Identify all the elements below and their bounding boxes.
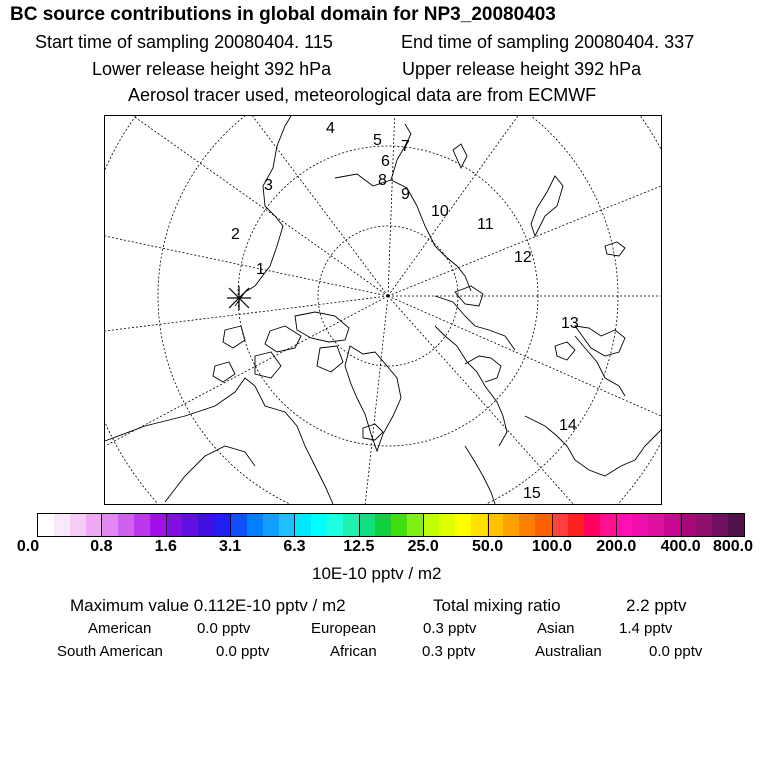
- color-scale-segment: [279, 514, 295, 536]
- color-scale-tick-label: 50.0: [471, 538, 504, 555]
- region-name-australian: Australian: [535, 643, 602, 660]
- color-scale-segment: [423, 514, 439, 536]
- region-name-european: European: [311, 620, 377, 637]
- color-scale-segment: [359, 514, 375, 536]
- region-value-south-american: 0.0 pptv: [216, 643, 270, 660]
- color-scale-segment: [198, 514, 214, 536]
- track-label-12: 12: [514, 249, 532, 266]
- color-scale-segment: [102, 514, 118, 536]
- color-scale-tick-label: 3.1: [218, 538, 242, 555]
- track-label-5: 5: [373, 132, 382, 149]
- color-scale-tick-label: 200.0: [596, 538, 637, 555]
- color-scale-segment: [471, 514, 487, 536]
- color-scale-divider: [166, 514, 167, 536]
- track-label-8: 8: [378, 172, 387, 189]
- track-label-6: 6: [381, 153, 390, 170]
- plot-title: BC source contributions in global domain for NP3_20080403: [10, 4, 556, 25]
- region-value-african: 0.3 pptv: [422, 643, 476, 660]
- color-scale-segment: [311, 514, 327, 536]
- region-name-american: American: [88, 620, 152, 637]
- track-label-15: 15: [523, 485, 541, 502]
- track-label-11: 11: [477, 216, 494, 233]
- color-scale-tick-label: 12.5: [343, 538, 375, 555]
- color-scale-tick-label: 0.8: [90, 538, 113, 555]
- color-scale-divider: [359, 514, 360, 536]
- color-scale-tick-label: 1.6: [154, 538, 177, 555]
- color-scale-segment: [391, 514, 407, 536]
- track-label-1: 1: [256, 261, 265, 278]
- color-scale-segment: [38, 514, 54, 536]
- color-scale-segment: [407, 514, 423, 536]
- track-label-3: 3: [264, 177, 273, 194]
- color-scale-segment: [70, 514, 86, 536]
- color-scale-segment: [568, 514, 584, 536]
- color-scale-divider: [488, 514, 489, 536]
- color-scale-segment: [439, 514, 455, 536]
- color-scale-segment: [54, 514, 70, 536]
- track-label-10: 10: [431, 203, 449, 220]
- color-scale-segment: [487, 514, 503, 536]
- color-scale-tick-label: 25.0: [407, 538, 439, 555]
- region-value-european: 0.3 pptv: [423, 620, 477, 637]
- color-scale-segment: [616, 514, 632, 536]
- region-value-american: 0.0 pptv: [197, 620, 251, 637]
- color-scale-segment: [584, 514, 600, 536]
- color-scale-segment: [552, 514, 568, 536]
- color-scale-segment: [680, 514, 696, 536]
- region-value-asian: 1.4 pptv: [619, 620, 673, 637]
- color-scale-segment: [600, 514, 616, 536]
- color-scale-divider: [423, 514, 424, 536]
- color-scale-segment: [343, 514, 359, 536]
- track-label-13: 13: [561, 315, 579, 332]
- color-scale-segment: [712, 514, 728, 536]
- track-label-14: 14: [559, 417, 577, 434]
- color-scale-segment: [263, 514, 279, 536]
- color-scale-tick-label: 800.0: [712, 538, 754, 555]
- color-scale-tick-label: 0.0: [16, 538, 40, 555]
- color-scale-segment: [503, 514, 519, 536]
- color-scale-segment: [455, 514, 471, 536]
- color-scale-divider: [681, 514, 682, 536]
- color-scale-segment: [664, 514, 680, 536]
- color-scale-segment: [86, 514, 102, 536]
- color-scale-tick-label: 100.0: [531, 538, 572, 555]
- color-scale-segment: [166, 514, 182, 536]
- color-scale-segment: [519, 514, 535, 536]
- max-value: Maximum value 0.112E-10 pptv / m2: [70, 596, 346, 615]
- color-scale-tick-label: 6.3: [283, 538, 306, 555]
- color-scale-segment: [231, 514, 247, 536]
- color-scale-tick-label: 400.0: [660, 538, 701, 555]
- end-time-label: End time of sampling 20080404. 337: [401, 32, 695, 52]
- color-scale-bar: [37, 513, 745, 537]
- color-scale-divider: [616, 514, 617, 536]
- polar-map: [104, 115, 662, 505]
- color-scale-segment: [182, 514, 198, 536]
- info-line: Aerosol tracer used, meteorological data are from ECMWF: [128, 85, 597, 105]
- color-scale-segment: [632, 514, 648, 536]
- color-scale-divider: [552, 514, 553, 536]
- region-name-african: African: [330, 643, 377, 660]
- colorbar-unit: 10E-10 pptv / m2: [312, 564, 442, 583]
- color-scale-divider: [101, 514, 102, 536]
- region-name-south-american: South American: [57, 643, 163, 660]
- color-scale-divider: [230, 514, 231, 536]
- region-name-asian: Asian: [537, 620, 575, 637]
- color-scale-segment: [215, 514, 231, 536]
- color-scale-segment: [375, 514, 391, 536]
- color-scale-segment: [327, 514, 343, 536]
- release-star-marker: [227, 286, 251, 310]
- track-label-9: 9: [401, 186, 410, 203]
- track-label-7: 7: [401, 138, 410, 155]
- upper-release-height: Upper release height 392 hPa: [402, 59, 642, 79]
- track-label-4: 4: [326, 120, 335, 137]
- color-scale-segment: [648, 514, 664, 536]
- total-mixing-label: Total mixing ratio: [433, 596, 561, 615]
- track-label-2: 2: [231, 226, 240, 243]
- color-scale-segment: [150, 514, 166, 536]
- color-scale-segment: [134, 514, 150, 536]
- color-scale-segment: [295, 514, 311, 536]
- total-mixing-value: 2.2 pptv: [626, 596, 687, 615]
- color-scale-segment: [247, 514, 263, 536]
- color-scale-segment: [535, 514, 551, 536]
- color-scale-segment: [118, 514, 134, 536]
- color-scale-segment: [728, 514, 744, 536]
- start-time-label: Start time of sampling 20080404. 115: [35, 32, 333, 52]
- color-scale-divider: [294, 514, 295, 536]
- lower-release-height: Lower release height 392 hPa: [92, 59, 332, 79]
- region-value-australian: 0.0 pptv: [649, 643, 703, 660]
- color-scale-segment: [696, 514, 712, 536]
